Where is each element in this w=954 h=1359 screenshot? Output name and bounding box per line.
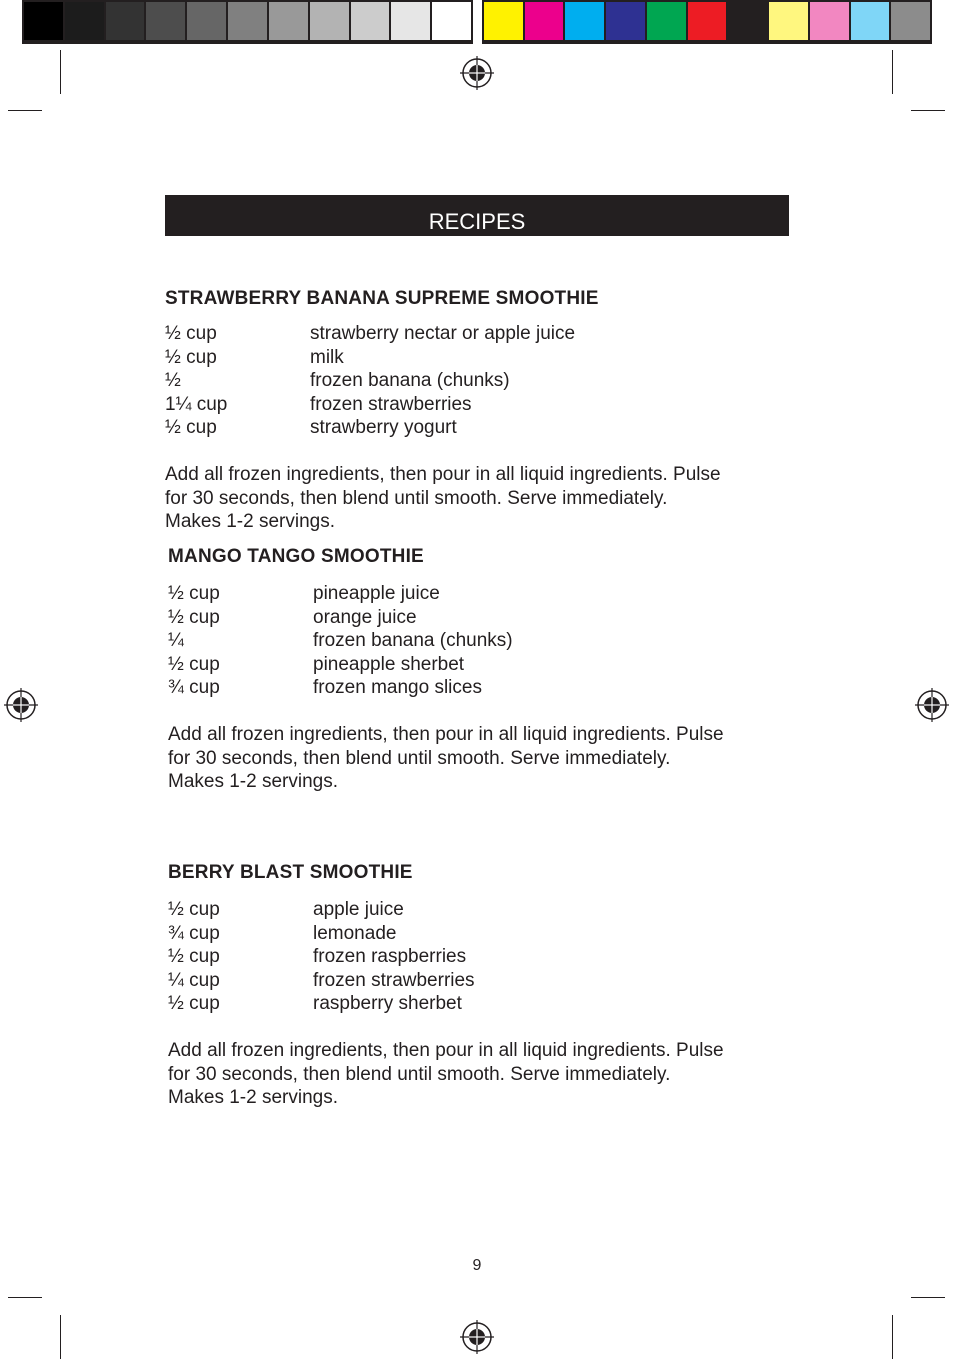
recipe-instructions: Add all frozen ingredients, then pour in all liquid ingredients. Pulse for 30 seconds, then blend until smooth. Serve immediately. Makes 1-2 servings. [168,1039,724,1109]
registration-mark-icon [915,688,949,722]
ingredient-quantity: ½ cup [168,899,220,920]
registration-mark-icon [4,688,38,722]
ingredient-quantity: ½ cup [168,606,220,628]
ingredient-row [165,369,805,393]
ingredient-quantity: ½ cup [168,583,220,604]
color-swatch [65,2,104,40]
ingredient-row [168,992,808,1016]
ingredient-row [168,945,808,969]
ingredient-name: milk [310,346,344,368]
ingredient-row [168,898,808,922]
ingredient-name: pineapple sherbet [313,653,465,675]
ingredient-row [168,606,808,630]
ingredient-quantity: ¾ cup [168,922,220,944]
section-header-bar [165,195,789,236]
ingredient-row [168,676,808,700]
color-swatch [851,2,890,40]
ingredient-list [165,322,805,440]
process-color-bar [482,0,932,44]
ingredient-name: strawberry nectar or apple juice [310,323,576,344]
page-number: 9 [472,1257,482,1274]
color-swatch [484,2,523,40]
ingredient-name: orange juice [313,606,417,628]
crop-mark [8,110,42,111]
ingredient-quantity: ½ cup [165,417,217,439]
ingredient-quantity: ½ cup [168,946,220,968]
color-swatch [606,2,645,40]
ingredient-quantity: ½ cup [165,323,217,344]
recipe-title: BERRY BLAST SMOOTHIE [168,862,413,883]
crop-mark [892,50,893,94]
color-swatch [24,2,63,40]
ingredient-name: raspberry sherbet [313,993,462,1015]
color-swatch [565,2,604,40]
ingredient-row [168,922,808,946]
crop-mark [60,1315,61,1359]
ingredient-row [168,969,808,993]
color-swatch [187,2,226,40]
ingredient-name: frozen banana (chunks) [313,630,513,652]
recipe-instructions: Add all frozen ingredients, then pour in all liquid ingredients. Pulse for 30 seconds, then blend until smooth. Serve immediately. Makes 1-2 servings. [168,723,724,793]
crop-mark [60,50,61,94]
ingredient-row [168,629,808,653]
color-swatch [351,2,390,40]
ingredient-name: frozen strawberries [310,393,472,415]
color-swatch [769,2,808,40]
ingredient-name: pineapple juice [313,583,440,604]
crop-mark [911,110,945,111]
color-swatch [525,2,564,40]
recipe-strawberry-banana [165,288,805,534]
ingredient-name: lemonade [313,922,397,944]
color-swatch [688,2,727,40]
color-swatch [310,2,349,40]
ingredient-list [168,898,808,1016]
recipe-berry-blast [168,862,808,1110]
ingredient-row [168,653,808,677]
color-swatch [728,2,767,40]
crop-mark [8,1297,42,1298]
ingredient-name: frozen strawberries [313,969,475,991]
recipe-instructions: Add all frozen ingredients, then pour in all liquid ingredients. Pulse for 30 seconds, then blend until smooth. Serve immediately. Makes 1-2 servings. [165,463,721,533]
color-swatch [391,2,430,40]
ingredient-row [165,346,805,370]
recipe-title: MANGO TANGO SMOOTHIE [168,546,424,567]
color-swatch [810,2,849,40]
color-swatch [146,2,185,40]
color-swatch [891,2,930,40]
ingredient-quantity: ¼ cup [168,969,220,991]
grayscale-color-bar [22,0,473,44]
color-swatch [432,2,471,40]
registration-mark-icon [460,1320,494,1354]
ingredient-quantity: ¼ [168,630,184,652]
color-swatch [106,2,145,40]
ingredient-quantity: 1¼ cup [165,393,228,415]
ingredient-row [165,322,805,346]
ingredient-row [168,582,808,606]
color-swatch [269,2,308,40]
color-swatch [647,2,686,40]
ingredient-quantity: ½ cup [165,346,217,368]
ingredient-row [165,416,805,440]
ingredient-row [165,393,805,417]
ingredient-name: strawberry yogurt [310,417,457,439]
ingredient-quantity: ¾ cup [168,677,220,699]
page-title: RECIPES [428,209,526,234]
ingredient-list [168,582,808,700]
crop-mark [911,1297,945,1298]
ingredient-quantity: ½ cup [168,993,220,1015]
registration-mark-icon [460,56,494,90]
ingredient-name: frozen raspberries [313,946,467,968]
ingredient-quantity: ½ [165,370,181,392]
crop-mark [892,1315,893,1359]
ingredient-name: apple juice [313,899,404,920]
color-swatch [228,2,267,40]
ingredient-name: frozen banana (chunks) [310,370,510,392]
ingredient-quantity: ½ cup [168,653,220,675]
recipe-title: STRAWBERRY BANANA SUPREME SMOOTHIE [165,288,599,309]
ingredient-name: frozen mango slices [313,677,482,699]
recipe-mango-tango [168,546,808,794]
